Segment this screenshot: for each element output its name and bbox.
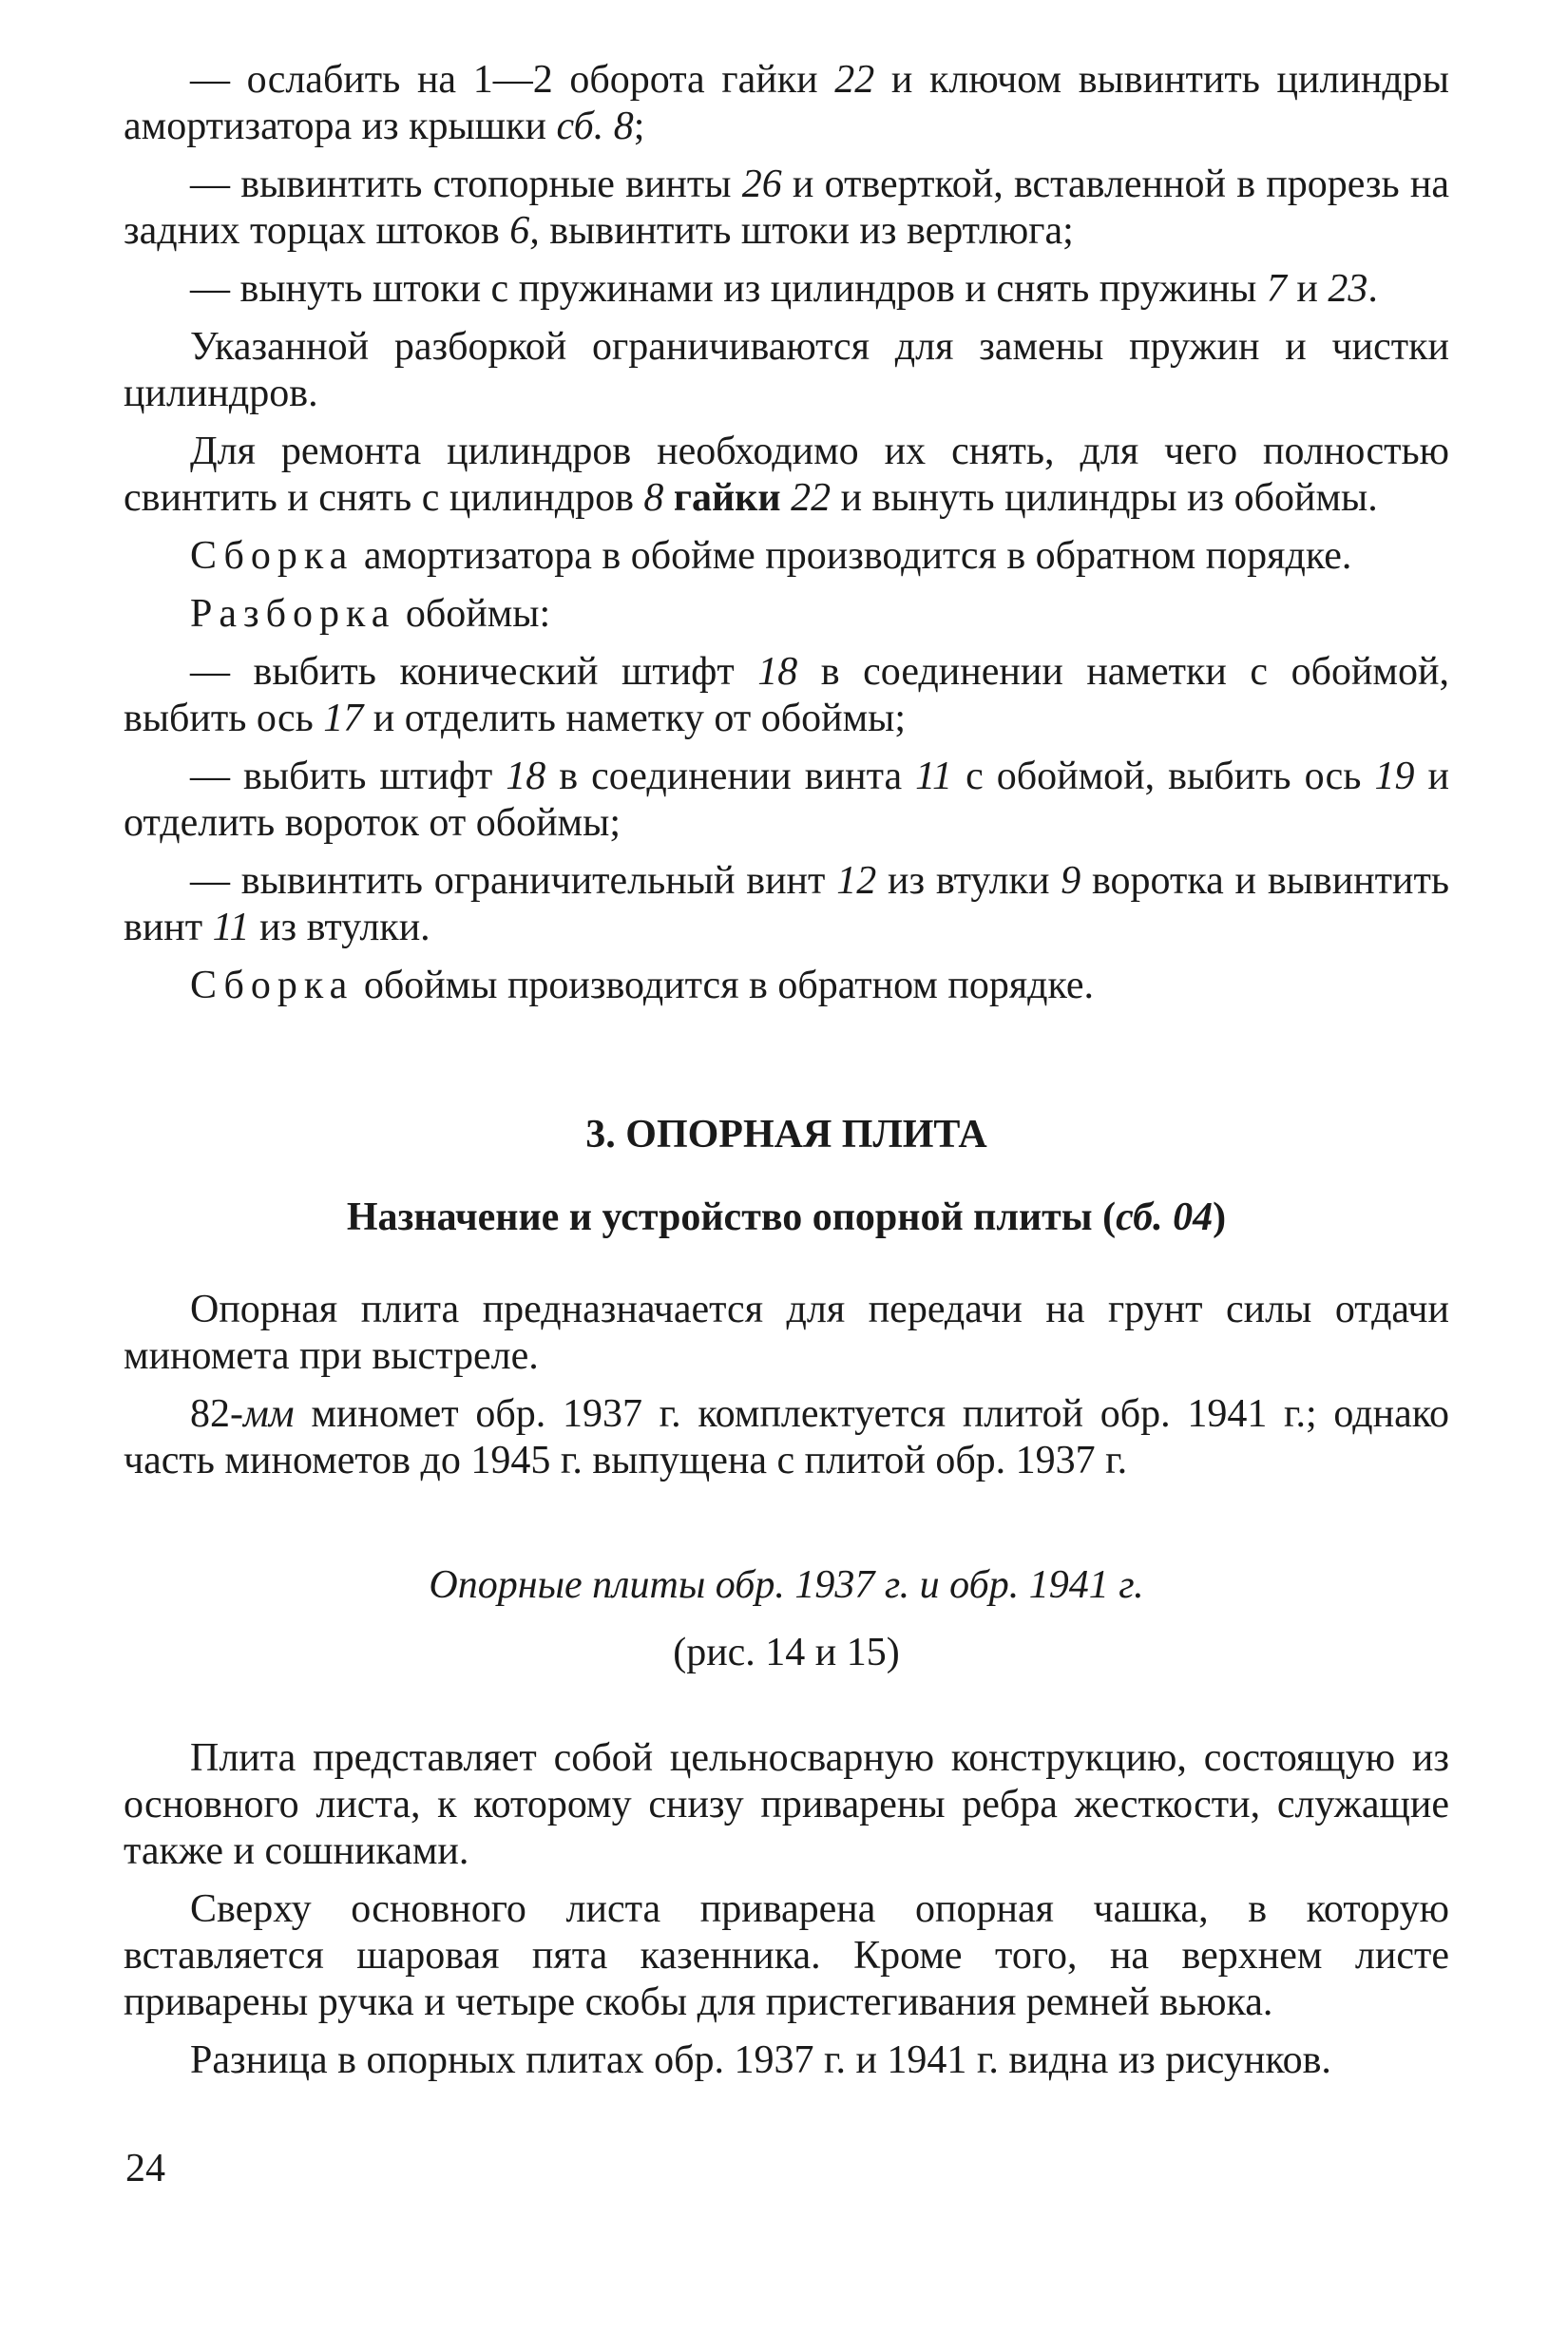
text-run: из втулки.	[249, 906, 430, 949]
part-number: 7	[1266, 267, 1287, 311]
text-run: — ослабить на 1—2 оборота гайки	[190, 58, 835, 102]
text-run: Назначение и устройство опорной плиты (	[346, 1195, 1117, 1239]
text-run: и отверткой, вставленной в прорезь на задних торцах штоков	[124, 163, 1449, 253]
paragraph-purpose: Опорная плита предназначается для передачи на грунт силы отдачи миномета при выстреле.	[124, 1288, 1449, 1378]
paragraph-design: Плита представляет собой цельносварную конструкцию, состоящую из основного листа, к которому снизу приварены ребра жесткости, служащие также и сошниками.	[124, 1736, 1449, 1873]
step-knock-out-pin	[124, 649, 1449, 742]
paragraph-clip-assembly	[124, 963, 1449, 1009]
text-run: .	[1367, 267, 1378, 311]
text-run: гайки	[663, 476, 792, 520]
text-run: обоймы производится в обратном порядке.	[354, 964, 1095, 1007]
text-run: 82-	[190, 1392, 243, 1436]
text-run: ;	[633, 105, 645, 148]
text-run: амортизатора в обойме производится в обратном порядке.	[354, 534, 1352, 578]
text-run: — выбить конический штифт	[190, 650, 758, 694]
paragraph-models	[124, 1391, 1449, 1484]
subsection-title: Опорные плиты обр. 1937 г. и обр. 1941 г.	[429, 1563, 1144, 1607]
text-run: воротка и вывинтить винт	[124, 859, 1450, 949]
text-run: вывинтить штоки из вертлюга;	[539, 209, 1074, 253]
part-number: 22	[834, 58, 875, 102]
part-number: 11	[212, 906, 250, 949]
part-number: 18	[757, 650, 798, 694]
section-subheading	[124, 1195, 1449, 1241]
text-run: с обоймой, выбить ось	[952, 755, 1375, 798]
part-number: 11	[915, 755, 953, 798]
text-run: в соединении винта	[545, 755, 916, 798]
step-unscrew-limit-screw	[124, 858, 1449, 951]
text-run: — выбить штифт	[190, 755, 507, 798]
text-run: и ключом вывинтить цилиндры амортизатора из крышки	[124, 58, 1449, 148]
text-run: миномет обр. 1937 г. комплектуется плитой обр. 1941 г.; однако часть минометов до 1945 г. выпущена с плитой обр. 1937 г.	[124, 1392, 1449, 1482]
unit: мм	[243, 1392, 295, 1436]
part-number: 6,	[509, 209, 540, 253]
text-run: — вывинтить стопорные винты	[190, 163, 742, 206]
text-run: в соединении наметки с обоймой, выбить ось	[124, 650, 1449, 740]
step-knock-out-pin-screw	[124, 754, 1449, 847]
document-page	[124, 57, 1449, 2084]
paragraph-cup: Сверху основного листа приварена опорная чашка, в которую вставляется шаровая пята казенника. Кроме того, на верхнем листе приварены ручка и четыре скобы для пристегивания ремней вьюка.	[124, 1887, 1449, 2024]
text-run: )	[1213, 1195, 1227, 1239]
part-number: 9	[1061, 859, 1081, 903]
text-run: обоймы:	[395, 592, 551, 636]
paragraph-assembly	[124, 533, 1449, 580]
part-number: 23	[1328, 267, 1368, 311]
page-number: 24	[125, 2147, 165, 2190]
text-run: Для ремонта цилиндров необходимо их снять, для чего полностью свинтить и снять с цилиндров	[124, 430, 1449, 520]
part-number: 8	[643, 476, 664, 520]
subsection-figure-ref: (рис. 14 и 15)	[673, 1631, 900, 1674]
paragraph-disassembly-title	[124, 591, 1449, 638]
part-number: 17	[323, 697, 364, 740]
text-run: и вынуть цилиндры из обоймы.	[831, 476, 1378, 520]
paragraph-replace: Указанной разборкой ограничиваются для замены пружин и чистки цилиндров.	[124, 325, 1449, 415]
step-loosen-nuts	[124, 57, 1449, 150]
spaced-term: Сборка	[190, 964, 354, 1007]
text-run: — вынуть штоки с пружинами из цилиндров и снять пружины	[190, 267, 1267, 311]
step-remove-rods	[124, 266, 1449, 313]
text-run: и	[1286, 267, 1329, 311]
part-number: 22	[791, 476, 832, 520]
part-number: 12	[836, 859, 877, 903]
section-heading: 3. ОПОРНАЯ ПЛИТА	[585, 1113, 987, 1157]
text-run: — вывинтить ограничительный винт	[190, 859, 837, 903]
part-number: 19	[1374, 755, 1415, 798]
assembly-ref: сб. 04	[1116, 1195, 1214, 1239]
spaced-term: Разборка	[190, 592, 396, 636]
text-run: и отделить вороток от обоймы;	[124, 755, 1449, 845]
spaced-term: Сборка	[190, 534, 354, 578]
step-unscrew-screws	[124, 162, 1449, 255]
text-run: и отделить наметку от обоймы;	[363, 697, 907, 740]
paragraph-difference: Разница в опорных плитах обр. 1937 г. и 1941 г. видна из рисунков.	[190, 2038, 1331, 2082]
assembly-ref: сб. 8	[556, 105, 634, 148]
part-number: 26	[741, 163, 782, 206]
paragraph-repair	[124, 429, 1449, 522]
text-run: из втулки	[876, 859, 1061, 903]
part-number: 18	[506, 755, 546, 798]
